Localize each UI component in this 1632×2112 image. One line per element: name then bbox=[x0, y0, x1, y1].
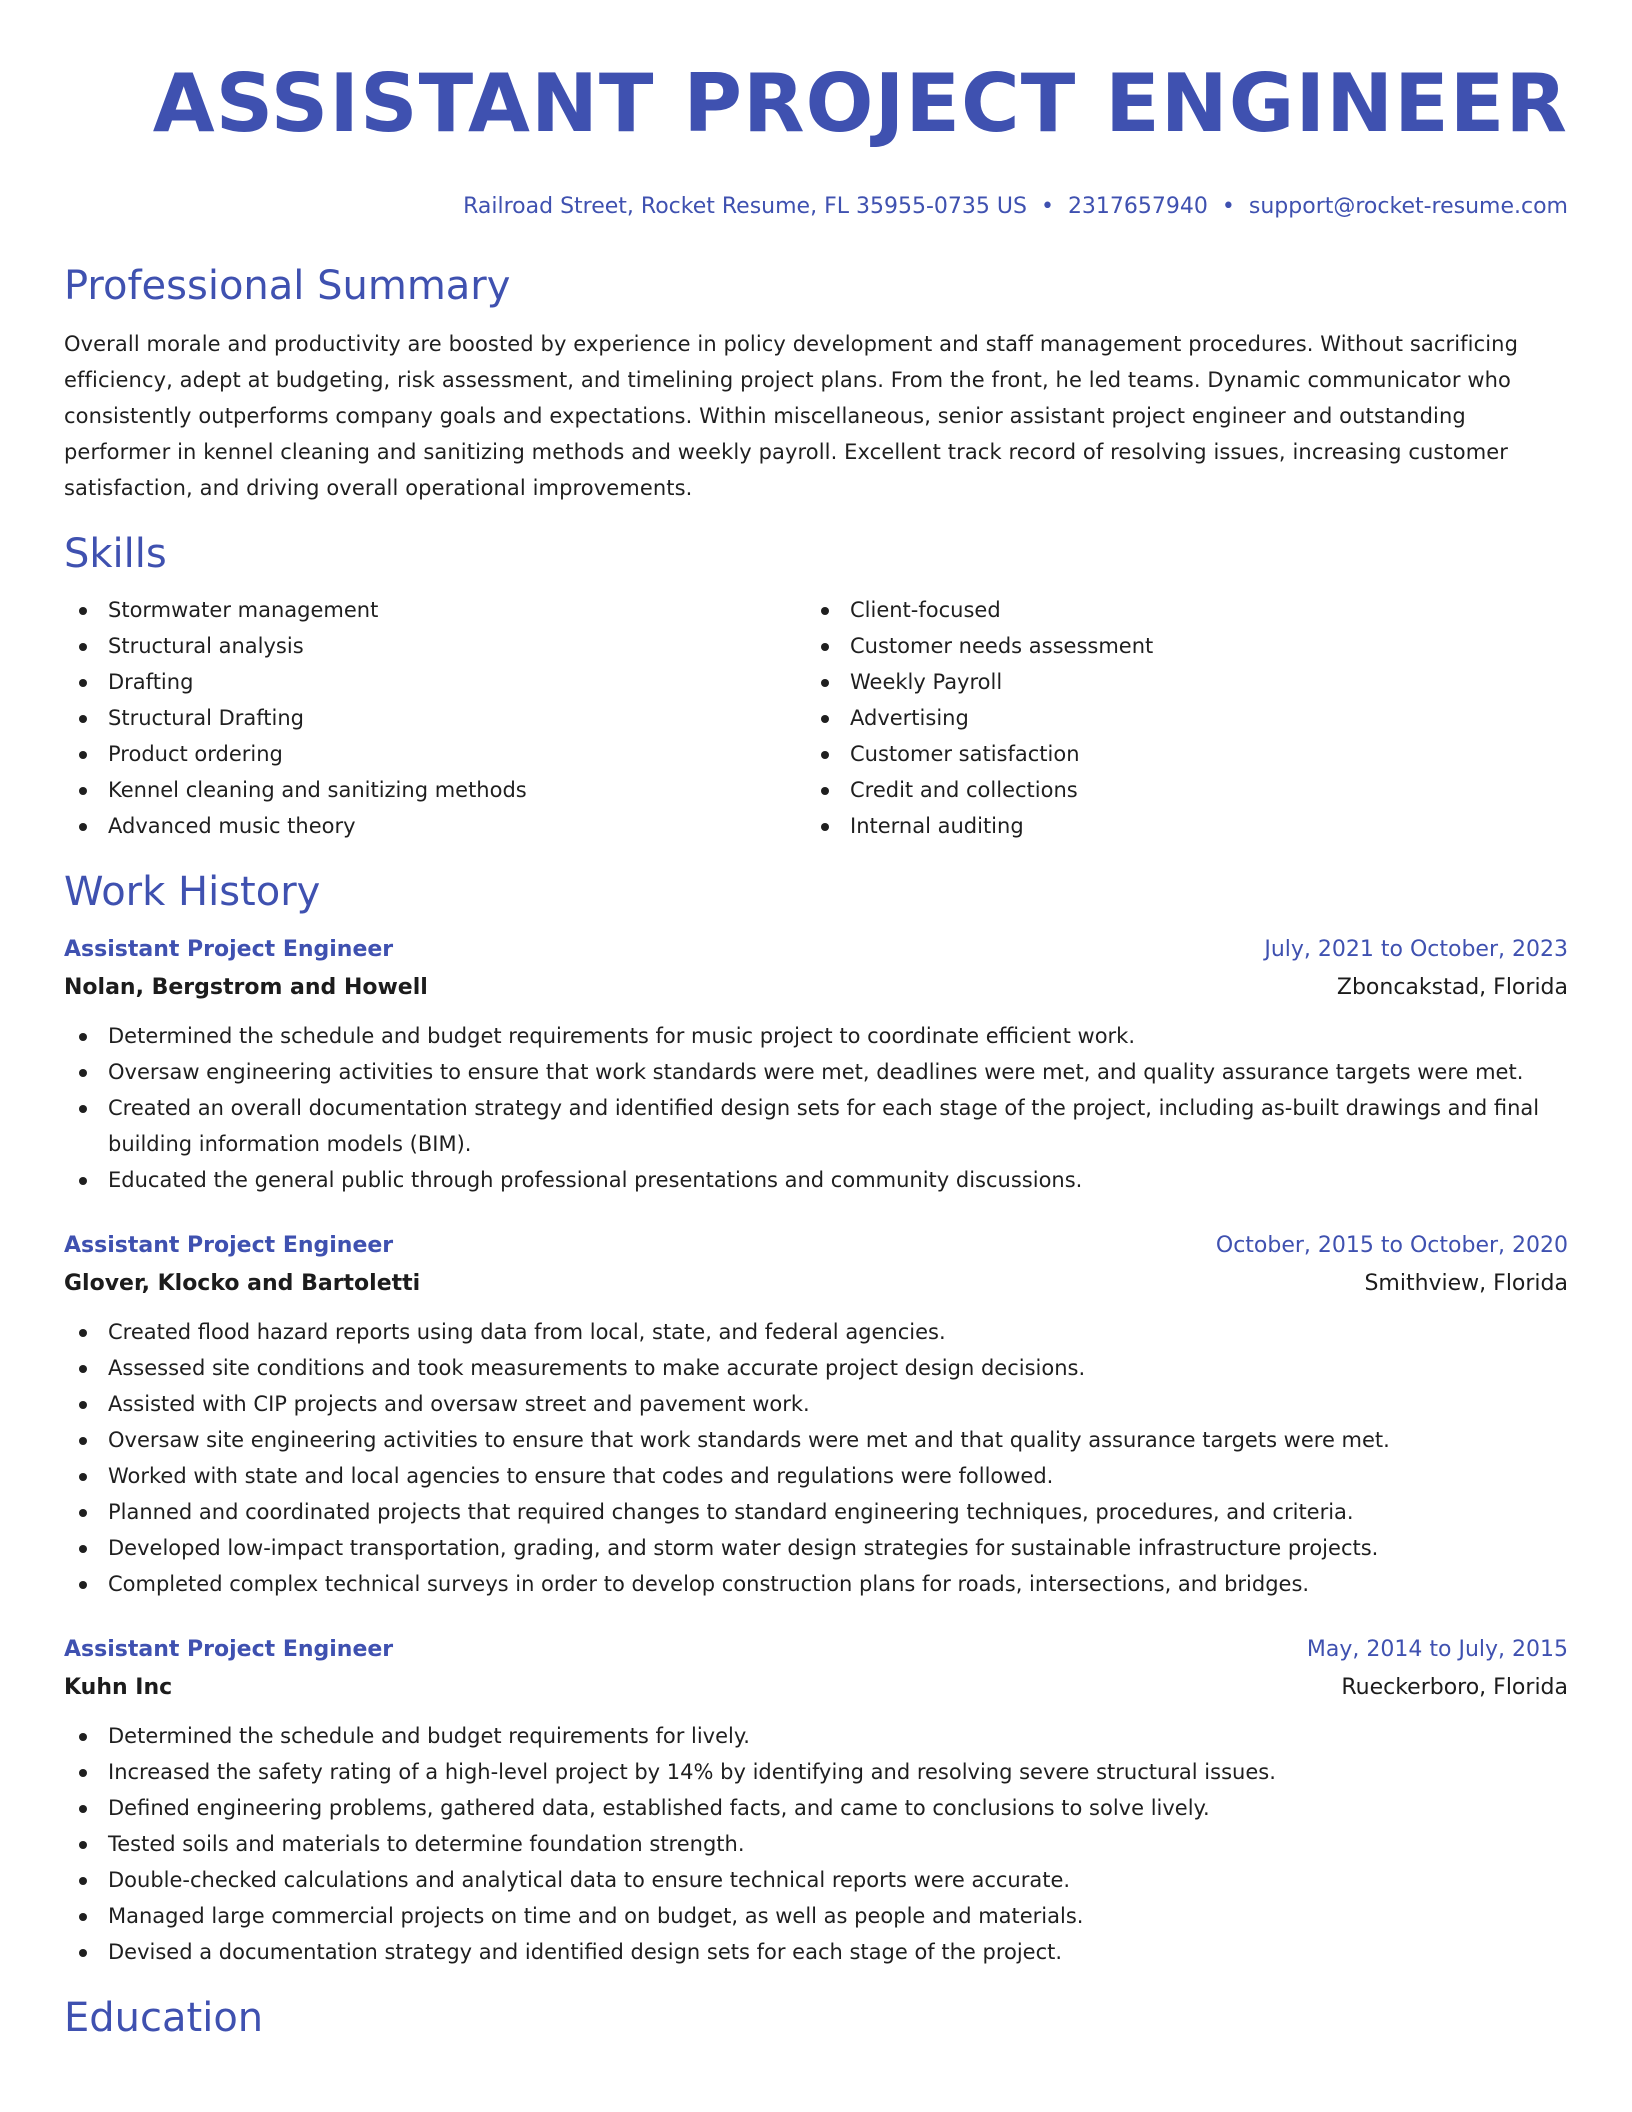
contact-separator: • bbox=[1221, 194, 1235, 219]
resume-page bbox=[64, 0, 1568, 2042]
job-bullet: Planned and coordinated projects that required changes to standard engineering techniques, procedures, and criteria. bbox=[108, 1494, 1568, 1530]
email-link[interactable]: support@rocket-resume.com bbox=[1248, 194, 1568, 219]
skill-item: Customer satisfaction bbox=[850, 736, 1548, 772]
job-bullet: Educated the general public through professional presentations and community discussions. bbox=[108, 1162, 1568, 1198]
skill-item: Kennel cleaning and sanitizing methods bbox=[108, 772, 806, 808]
job-location: Rueckerboro, Florida bbox=[1341, 1675, 1568, 1700]
skills-section bbox=[64, 530, 1568, 844]
section-title-summary: Professional Summary bbox=[64, 263, 511, 309]
skill-item: Advertising bbox=[850, 700, 1548, 736]
job-location: Smithview, Florida bbox=[1364, 1271, 1568, 1296]
skills-grid bbox=[64, 592, 1568, 844]
skill-item: Advanced music theory bbox=[108, 808, 806, 844]
work-history-section bbox=[64, 868, 1568, 1970]
job-entry bbox=[64, 932, 1568, 1198]
job-dates: May, 2014 to July, 2015 bbox=[1306, 1637, 1568, 1662]
job-bullet: Double-checked calculations and analytical data to ensure technical reports were accurate. bbox=[108, 1862, 1568, 1898]
job-bullet: Tested soils and materials to determine foundation strength. bbox=[108, 1826, 1568, 1862]
summary-text: Overall morale and productivity are boosted by experience in policy development and staff management procedures. Without sacrificing efficiency, adept at budgeting, risk assessment, and timelining project plans. From the front, he led teams. Dynamic communicator who consistently outperforms company goals and expectations. Within miscellaneous, senior assistant project engineer and outstanding performer in kennel cleaning and sanitizing methods and weekly payroll. Excellent track record of resolving issues, increasing customer satisfaction, and driving overall operational improvements. bbox=[64, 332, 1519, 500]
job-bullet: Managed large commercial projects on time and on budget, as well as people and materials. bbox=[108, 1898, 1568, 1934]
skill-item: Weekly Payroll bbox=[850, 664, 1548, 700]
section-title-work-history: Work History bbox=[64, 869, 321, 915]
education-section bbox=[64, 1994, 1568, 2042]
job-bullet: Created flood hazard reports using data from local, state, and federal agencies. bbox=[108, 1314, 1568, 1350]
job-company-row bbox=[64, 1264, 1568, 1304]
summary-section bbox=[64, 262, 1568, 506]
skill-item: Client-focused bbox=[850, 592, 1548, 628]
job-title: Assistant Project Engineer bbox=[64, 1233, 394, 1258]
job-entry bbox=[64, 1228, 1568, 1602]
job-bullet: Oversaw engineering activities to ensure that work standards were met, deadlines were met, and quality assurance targets were met. bbox=[108, 1054, 1568, 1090]
job-bullet: Developed low-impact transportation, grading, and storm water design strategies for sustainable infrastructure projects. bbox=[108, 1530, 1568, 1566]
skills-column-left bbox=[64, 592, 806, 844]
job-title: Assistant Project Engineer bbox=[64, 1637, 394, 1662]
job-title: Assistant Project Engineer bbox=[64, 937, 394, 962]
resume-header bbox=[64, 0, 1568, 222]
address: Railroad Street, Rocket Resume, FL 35955-0735 US bbox=[463, 194, 1027, 219]
contact-line bbox=[64, 192, 1568, 222]
job-bullet: Determined the schedule and budget requirements for music project to coordinate efficient work. bbox=[108, 1018, 1568, 1054]
job-company-row bbox=[64, 968, 1568, 1008]
job-bullets bbox=[64, 1718, 1568, 1970]
job-entry bbox=[64, 1632, 1568, 1970]
company-name: Kuhn Inc bbox=[64, 1675, 173, 1700]
section-title-education: Education bbox=[64, 1995, 264, 2041]
job-bullets bbox=[64, 1314, 1568, 1602]
skill-item: Stormwater management bbox=[108, 592, 806, 628]
skill-item: Drafting bbox=[108, 664, 806, 700]
job-bullet: Completed complex technical surveys in order to develop construction plans for roads, intersections, and bridges. bbox=[108, 1566, 1568, 1602]
job-bullet: Increased the safety rating of a high-level project by 14% by identifying and resolving severe structural issues. bbox=[108, 1754, 1568, 1790]
skill-item: Customer needs assessment bbox=[850, 628, 1548, 664]
job-bullet: Worked with state and local agencies to ensure that codes and regulations were followed. bbox=[108, 1458, 1568, 1494]
job-dates: October, 2015 to October, 2020 bbox=[1215, 1233, 1568, 1258]
job-title-row bbox=[64, 932, 1568, 968]
skill-item: Product ordering bbox=[108, 736, 806, 772]
job-bullet: Devised a documentation strategy and identified design sets for each stage of the project. bbox=[108, 1934, 1568, 1970]
skill-item: Structural analysis bbox=[108, 628, 806, 664]
company-name: Glover, Klocko and Bartoletti bbox=[64, 1271, 421, 1296]
skill-item: Credit and collections bbox=[850, 772, 1548, 808]
job-bullet: Determined the schedule and budget requirements for lively. bbox=[108, 1718, 1568, 1754]
skills-column-right bbox=[806, 592, 1548, 844]
job-bullet: Oversaw site engineering activities to ensure that work standards were met and that quality assurance targets were met. bbox=[108, 1422, 1568, 1458]
job-bullet: Created an overall documentation strategy and identified design sets for each stage of the project, including as-built drawings and final building information models (BIM). bbox=[108, 1090, 1568, 1162]
job-location: Zboncakstad, Florida bbox=[1336, 975, 1568, 1000]
job-bullet: Defined engineering problems, gathered data, established facts, and came to conclusions to solve lively. bbox=[108, 1790, 1568, 1826]
skill-item: Internal auditing bbox=[850, 808, 1548, 844]
skill-item: Structural Drafting bbox=[108, 700, 806, 736]
job-title-row bbox=[64, 1632, 1568, 1668]
phone: 2317657940 bbox=[1067, 194, 1208, 219]
job-title-row bbox=[64, 1228, 1568, 1264]
job-bullets bbox=[64, 1018, 1568, 1198]
job-dates: July, 2021 to October, 2023 bbox=[1264, 937, 1568, 962]
section-title-skills: Skills bbox=[64, 531, 167, 577]
job-bullet: Assessed site conditions and took measurements to make accurate project design decisions. bbox=[108, 1350, 1568, 1386]
candidate-name: ASSISTANT PROJECT ENGINEER bbox=[152, 57, 1568, 150]
company-name: Nolan, Bergstrom and Howell bbox=[64, 975, 428, 1000]
job-company-row bbox=[64, 1668, 1568, 1708]
contact-separator: • bbox=[1040, 194, 1054, 219]
job-bullet: Assisted with CIP projects and oversaw street and pavement work. bbox=[108, 1386, 1568, 1422]
